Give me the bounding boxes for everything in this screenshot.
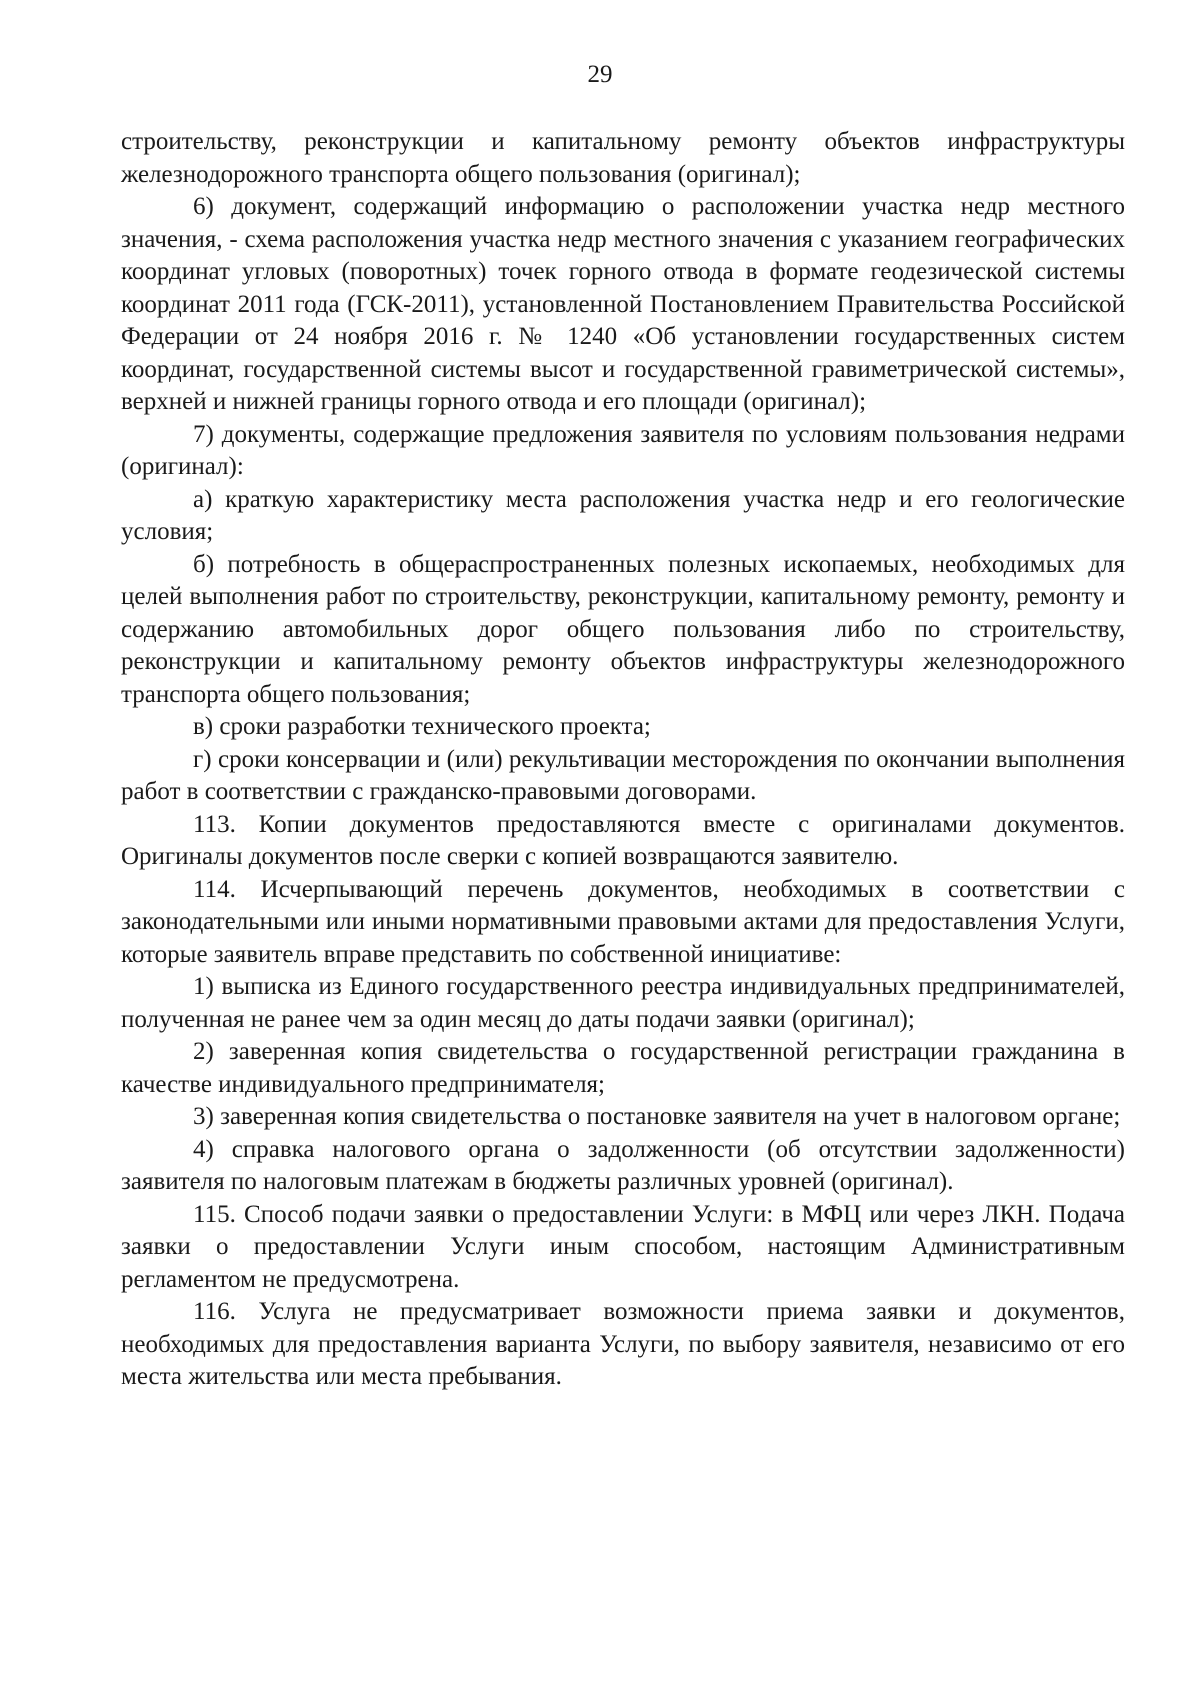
paragraph-114-item-1: 1) выписка из Единого государственного реестра индивидуальных предпринимателей, полученная не ранее чем за один месяц до даты подачи заявки (оригинал);: [121, 973, 1125, 1033]
paragraph-114-item-3: 3) заверенная копия свидетельства о постановке заявителя на учет в налоговом органе;: [193, 1103, 1121, 1130]
paragraph-subitem-b: б) потребность в общераспространенных полезных ископаемых, необходимых для целей выполнения работ по строительству, реконструкции, капитальному ремонту, ремонту и содержанию автомобильных дорог общего пользования либо по строительству, реконструкции и капитальному ремонту объектов инфраструктуры железнодорожного транспорта общего пользования;: [121, 550, 1125, 708]
paragraph-continuation: строительству, реконструкции и капитальному ремонту объектов инфраструктуры железнодорожного транспорта общего пользования (оригинал);: [121, 128, 1125, 188]
paragraph-item-6: 6) документ, содержащий информацию о расположении участка недр местного значения, - схема расположения участка недр местного значения с указанием географических координат угловых (поворотных) точек горного отвода в формате геодезической системы координат 2011 года (ГСК-2011), установленной Постановлением Правительства Российской Федерации от 24 ноября 2016 г. № 1240 «Об установлении государственных систем координат, государственной системы высот и государственной гравиметрической системы», верхней и нижней границы горного отвода и его площади (оригинал);: [121, 193, 1125, 415]
paragraph-116: 116. Услуга не предусматривает возможности приема заявки и документов, необходимых для предоставления варианта Услуги, по выбору заявителя, независимо от его места жительства или места пребывания.: [121, 1298, 1125, 1390]
paragraph-subitem-a: а) краткую характеристику места расположения участка недр и его геологические условия;: [121, 485, 1125, 545]
document-body: [121, 126, 1125, 1394]
paragraph-114: 114. Исчерпывающий перечень документов, необходимых в соответствии с законодательными или иными нормативными правовыми актами для предоставления Услуги, которые заявитель вправе представить по собственной инициативе:: [121, 875, 1125, 968]
paragraph-115: 115. Способ подачи заявки о предоставлении Услуги: в МФЦ или через ЛКН. Подача заявки о предоставлении Услуги иным способом, настоящим Административным регламентом не предусмотрена.: [121, 1200, 1125, 1293]
paragraph-subitem-g: г) сроки консервации и (или) рекультивации месторождения по окончании выполнения работ в соответствии с гражданско-правовыми договорами.: [121, 745, 1125, 805]
paragraph-113: 113. Копии документов предоставляются вместе с оригиналами документов. Оригиналы документов после сверки с копией возвращаются заявителю.: [121, 810, 1125, 870]
paragraph-114-item-2: 2) заверенная копия свидетельства о государственной регистрации гражданина в качестве индивидуального предпринимателя;: [121, 1038, 1125, 1098]
paragraph-item-7: 7) документы, содержащие предложения заявителя по условиям пользования недрами (оригинал):: [121, 420, 1125, 480]
page-number: 29: [587, 61, 613, 88]
paragraph-subitem-v: в) сроки разработки технического проекта;: [193, 713, 651, 740]
paragraph-114-item-4: 4) справка налогового органа о задолженности (об отсутствии задолженности) заявителя по налоговым платежам в бюджеты различных уровней (оригинал).: [121, 1135, 1125, 1195]
